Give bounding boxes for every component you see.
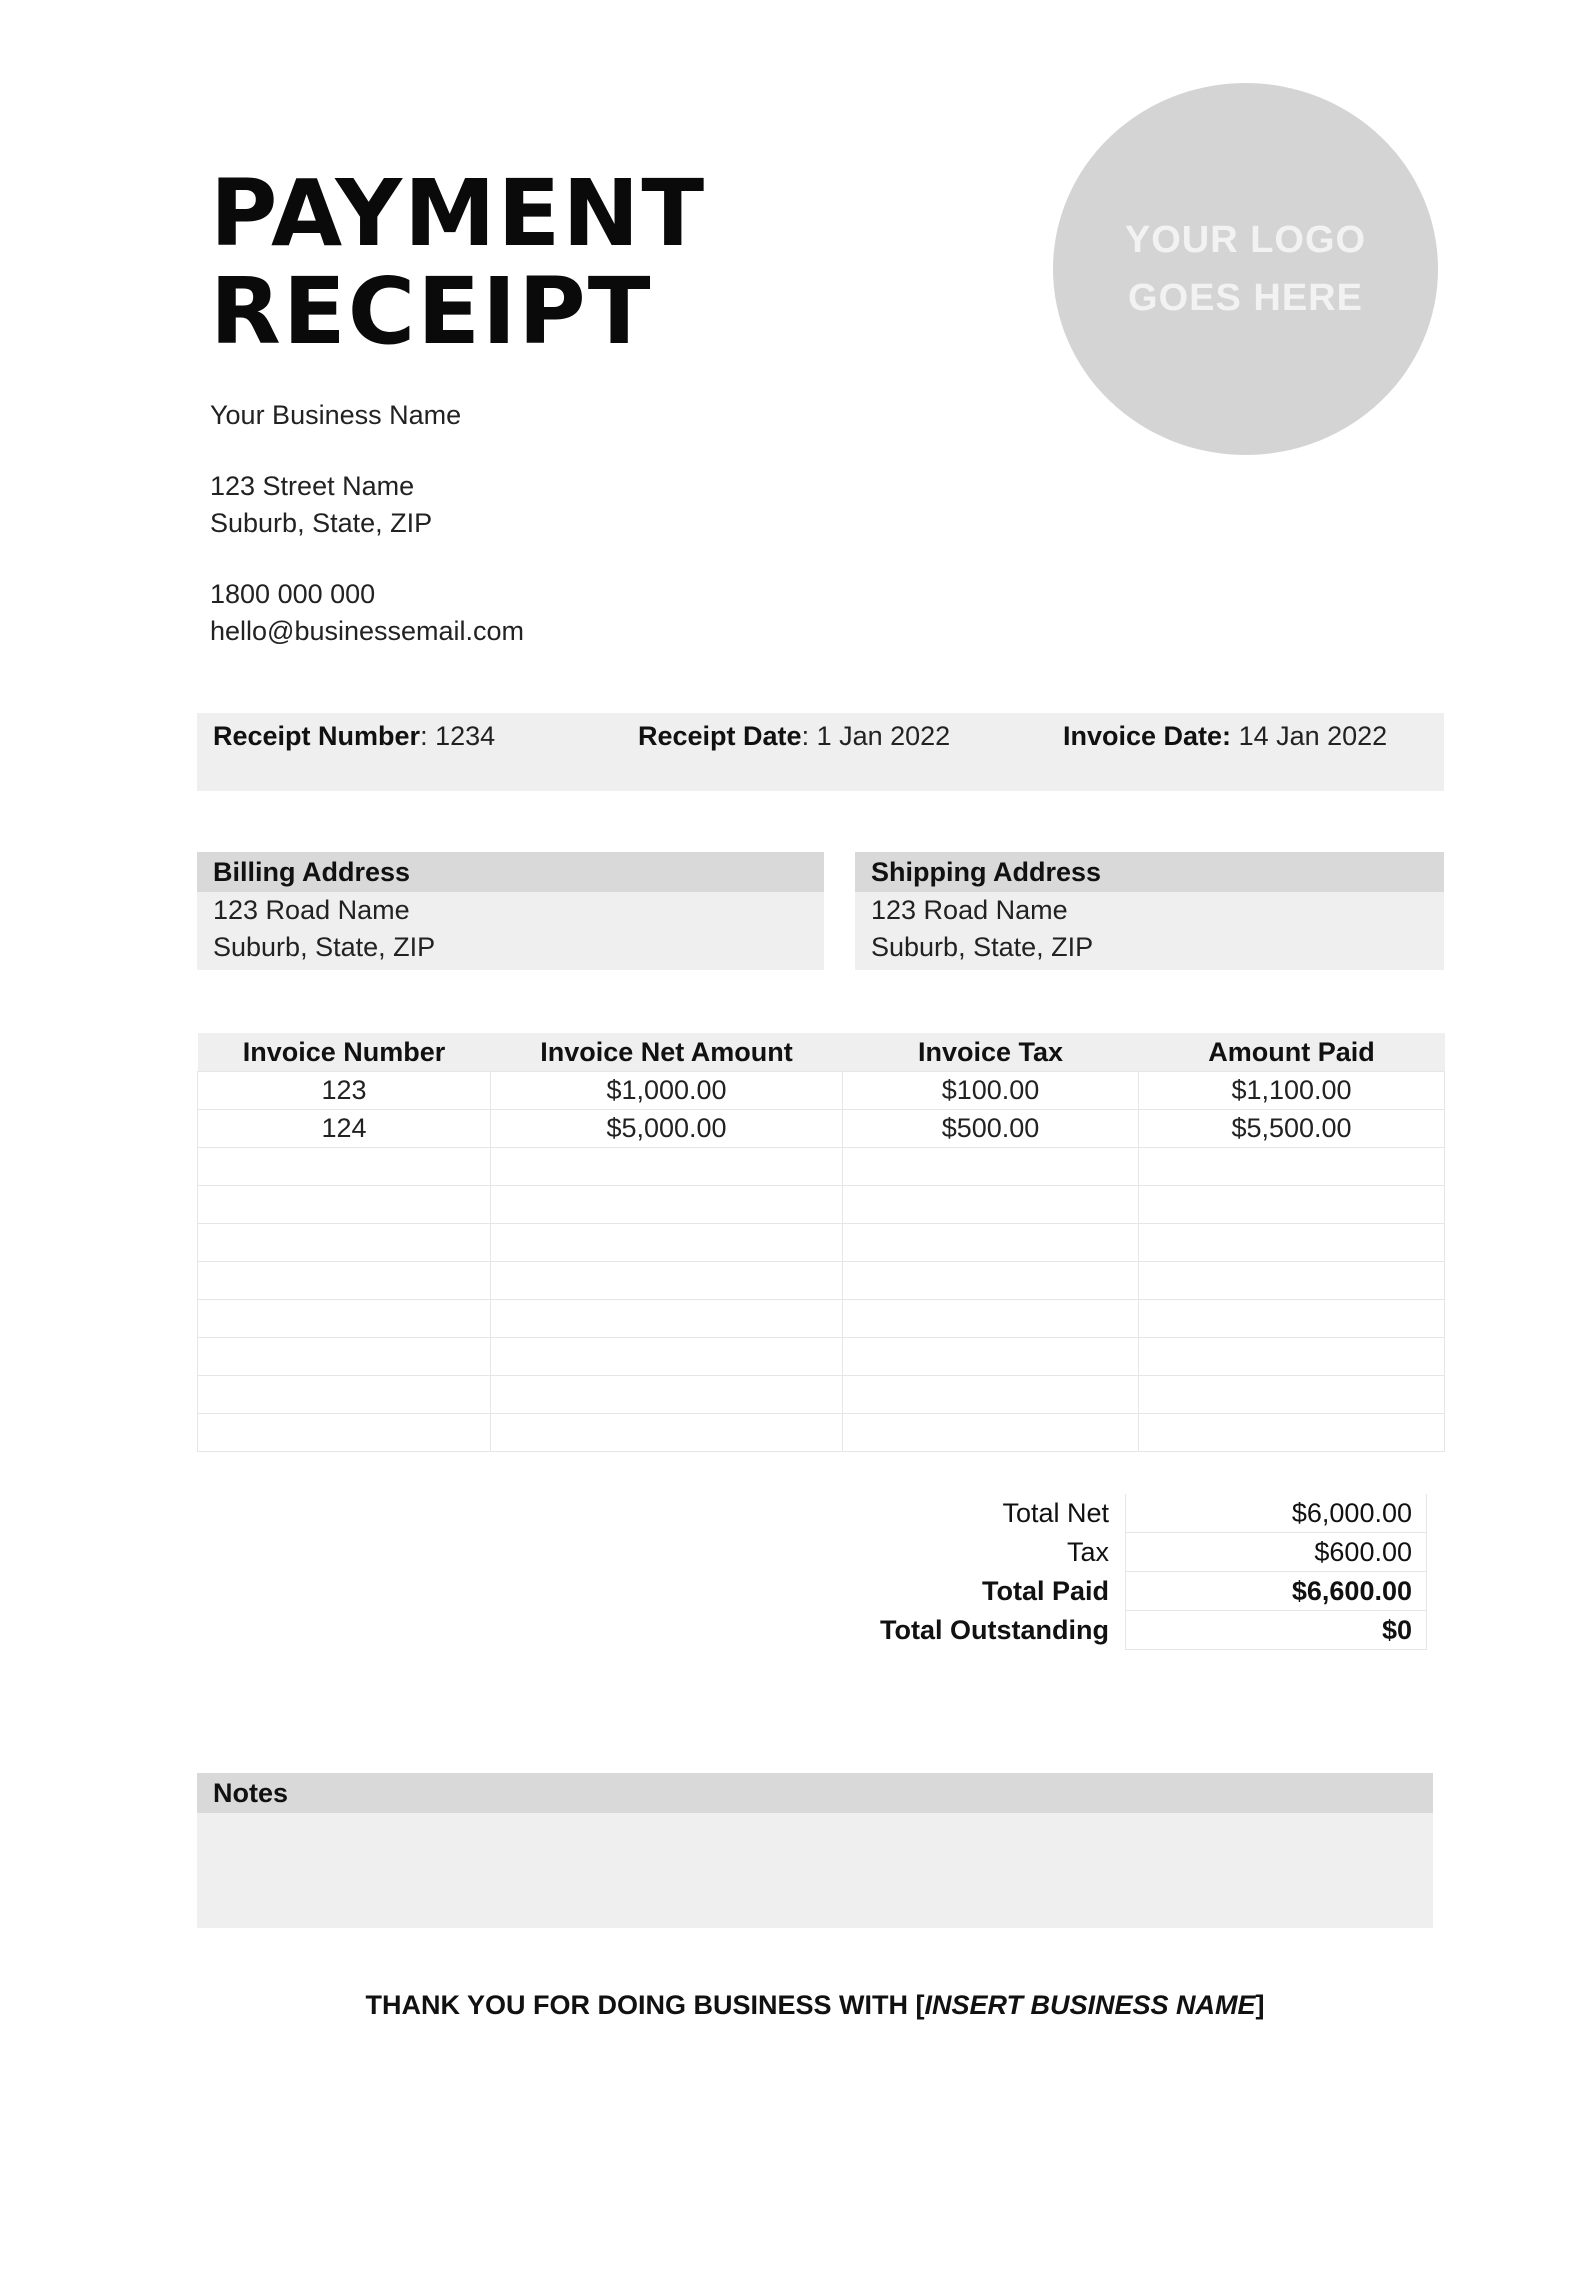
totals-label: Total Net	[1002, 1498, 1109, 1528]
table-row	[198, 1262, 1445, 1300]
table-cell: $500.00	[843, 1110, 1139, 1148]
title-line-2: RECEIPT	[210, 258, 653, 365]
totals-label: Total Outstanding	[880, 1615, 1109, 1645]
table-cell: $100.00	[843, 1072, 1139, 1110]
table-cell	[843, 1186, 1139, 1224]
table-cell	[198, 1224, 491, 1262]
table-cell: $1,100.00	[1139, 1072, 1445, 1110]
shipping-address-line-2: Suburb, State, ZIP	[871, 932, 1094, 962]
table-cell	[1139, 1148, 1445, 1186]
table-cell	[843, 1224, 1139, 1262]
shipping-address-line-1: 123 Road Name	[871, 895, 1068, 925]
table-cell	[1139, 1186, 1445, 1224]
table-row	[198, 1072, 1445, 1110]
billing-address-box	[197, 852, 824, 970]
invoice-date	[1063, 721, 1387, 752]
totals-row	[197, 1572, 1444, 1611]
table-cell: $5,500.00	[1139, 1110, 1445, 1148]
totals-value: $6,000.00	[1125, 1494, 1427, 1533]
table-cell: $5,000.00	[491, 1110, 843, 1148]
receipt-date	[638, 721, 950, 752]
receipt-number	[213, 721, 495, 752]
table-cell	[198, 1186, 491, 1224]
table-cell	[491, 1376, 843, 1414]
notes-heading: Notes	[197, 1773, 1433, 1813]
table-row	[198, 1148, 1445, 1186]
table-row	[198, 1414, 1445, 1452]
totals-value: $6,600.00	[1125, 1572, 1427, 1611]
table-cell	[198, 1262, 491, 1300]
billing-address-line-1: 123 Road Name	[213, 895, 410, 925]
table-body	[198, 1072, 1445, 1452]
table-cell	[491, 1224, 843, 1262]
business-suburb: Suburb, State, ZIP	[210, 508, 433, 538]
table-cell	[843, 1376, 1139, 1414]
column-header: Invoice Tax	[843, 1033, 1139, 1072]
table-row	[198, 1186, 1445, 1224]
business-street: 123 Street Name	[210, 471, 415, 501]
billing-address-heading: Billing Address	[197, 852, 824, 892]
receipt-info-band	[197, 713, 1444, 791]
table-row	[198, 1338, 1445, 1376]
receipt-number-value: : 1234	[420, 721, 496, 751]
invoice-table	[197, 1033, 1445, 1452]
table-cell	[491, 1414, 843, 1452]
business-name: Your Business Name	[210, 400, 462, 430]
table-cell: $1,000.00	[491, 1072, 843, 1110]
thank-you-message	[0, 1990, 1588, 2021]
totals-label: Tax	[1066, 1537, 1109, 1567]
totals-row	[197, 1494, 1444, 1533]
billing-address-line-2: Suburb, State, ZIP	[213, 932, 436, 962]
table-cell: 124	[198, 1110, 491, 1148]
table-cell	[1139, 1262, 1445, 1300]
logo-text-2: GOES HERE	[1128, 277, 1363, 319]
column-header: Invoice Net Amount	[491, 1033, 843, 1072]
table-cell	[491, 1186, 843, 1224]
table-cell	[843, 1148, 1139, 1186]
totals-value: $0	[1125, 1611, 1427, 1650]
shipping-address-box	[855, 852, 1444, 970]
table-cell	[491, 1148, 843, 1186]
totals-row	[197, 1533, 1444, 1572]
table-cell	[491, 1338, 843, 1376]
table-cell: 123	[198, 1072, 491, 1110]
table-cell	[843, 1300, 1139, 1338]
table-cell	[1139, 1338, 1445, 1376]
table-cell	[843, 1414, 1139, 1452]
receipt-date-value: : 1 Jan 2022	[801, 721, 951, 751]
thanks-suffix: ]	[1255, 1990, 1265, 2020]
table-row	[198, 1110, 1445, 1148]
shipping-address-heading: Shipping Address	[855, 852, 1444, 892]
totals-value: $600.00	[1125, 1533, 1427, 1572]
table-cell	[1139, 1376, 1445, 1414]
receipt-date-label: Receipt Date	[638, 721, 802, 751]
table-cell	[198, 1338, 491, 1376]
business-address	[210, 468, 432, 542]
table-cell	[843, 1338, 1139, 1376]
totals-label: Total Paid	[981, 1576, 1109, 1606]
totals-section	[197, 1494, 1444, 1650]
table-cell	[1139, 1224, 1445, 1262]
receipt-number-label: Receipt Number	[213, 721, 421, 751]
table-cell	[1139, 1300, 1445, 1338]
thanks-business-name: INSERT BUSINESS NAME	[924, 1990, 1256, 2020]
notes-box	[197, 1773, 1433, 1928]
table-cell	[198, 1148, 491, 1186]
thanks-prefix: THANK YOU FOR DOING BUSINESS WITH [	[365, 1990, 925, 2020]
title-line-1: PAYMENT	[210, 160, 707, 267]
table-cell	[198, 1300, 491, 1338]
column-header: Invoice Number	[198, 1033, 491, 1072]
table-cell	[198, 1376, 491, 1414]
table-cell	[1139, 1414, 1445, 1452]
table-cell	[491, 1262, 843, 1300]
table-cell	[491, 1300, 843, 1338]
table-header-row	[198, 1033, 1445, 1072]
business-contact	[210, 576, 524, 650]
logo-placeholder	[1053, 83, 1438, 455]
invoice-date-value: 14 Jan 2022	[1231, 721, 1388, 751]
business-email: hello@businessemail.com	[210, 616, 525, 646]
table-row	[198, 1376, 1445, 1414]
table-row	[198, 1224, 1445, 1262]
column-header: Amount Paid	[1139, 1033, 1445, 1072]
table-cell	[198, 1414, 491, 1452]
invoice-date-label: Invoice Date:	[1063, 721, 1232, 751]
table-row	[198, 1300, 1445, 1338]
page-title	[210, 160, 707, 365]
logo-text-1: YOUR LOGO	[1124, 219, 1367, 261]
table-cell	[843, 1262, 1139, 1300]
totals-row	[197, 1611, 1444, 1650]
business-phone: 1800 000 000	[210, 579, 376, 609]
